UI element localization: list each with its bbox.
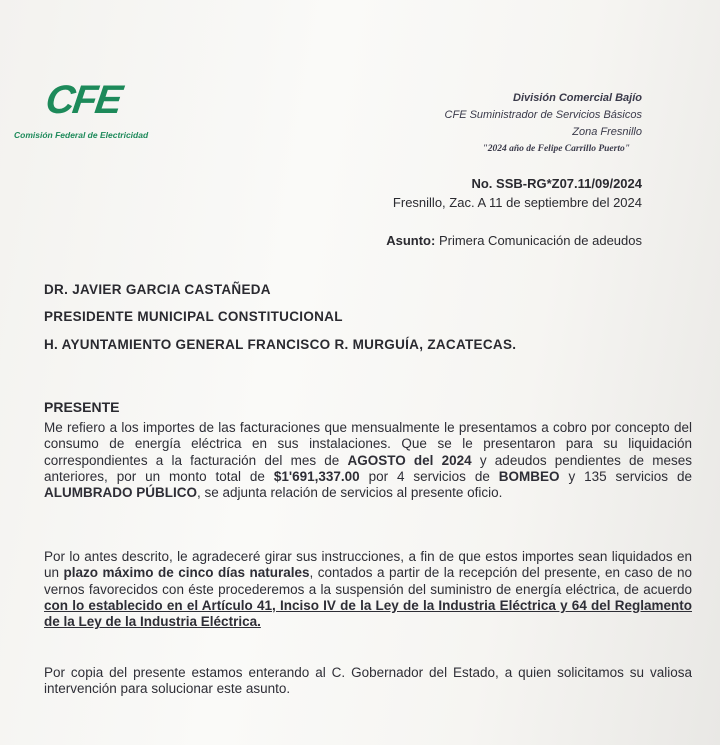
suministrador-line: CFE Suministrador de Servicios Básicos — [444, 109, 642, 121]
place-date: Fresnillo, Zac. A 11 de septiembre del 2024 — [392, 195, 642, 210]
addressee-org: H. AYUNTAMIENTO GENERAL FRANCISCO R. MURGUÍA, ZACATECAS. — [44, 337, 517, 352]
paragraph-2: Por lo antes descrito, le agradeceré girar sus instrucciones, a fin de que estos importes sean liquidados en un plazo máximo de cinco días naturales, contados a partir de la recepción del presente, en caso de no vernos favorecidos con éste procederemos a la suspensión del suministro de energía eléctrica, de acuerdo con lo establecido en el Artículo 41, Inciso IV de la Ley de la Industria Eléctrica y 64 del Reglamento de la Ley de la Industria Eléctrica. — [44, 549, 692, 630]
asunto-label: Asunto: — [386, 233, 436, 248]
zona-line: Zona Fresnillo — [572, 126, 642, 138]
lema-line: "2024 año de Felipe Carrillo Puerto" — [482, 144, 630, 154]
division-line: División Comercial Bajío — [513, 92, 642, 104]
paragraph-3: Por copia del presente estamos enterando al C. Gobernador del Estado, a quien solicitamos su valiosa intervención para solucionar este asunto. — [44, 665, 692, 697]
cfe-logo-subtitle: Comisión Federal de Electricidad — [14, 130, 149, 140]
paragraph-1: Me refiero a los importes de las facturaciones que mensualmente le presentamos a cobro por concepto del consumo de energía eléctrica en sus instalaciones. Que se le presentaron para su liquidación correspondientes a la facturación del mes de AGOSTO del 2024 y adeudos pendientes de meses anteriores, por un monto total de $1'691,337.00 por 4 servicios de BOMBEO y 135 servicios de ALUMBRADO PÚBLICO, se adjunta relación de servicios al presente oficio. — [44, 420, 693, 501]
addressee-name: DR. JAVIER GARCIA CASTAÑEDA — [44, 282, 271, 297]
addressee-title: PRESIDENTE MUNICIPAL CONSTITUCIONAL — [44, 309, 343, 324]
salutation: PRESENTE — [44, 399, 120, 415]
cfe-logo-text: CFE — [42, 78, 124, 122]
asunto-text: Primera Comunicación de adeudos — [438, 233, 642, 248]
reference-number: No. SSB-RG*Z07.11/09/2024 — [471, 176, 642, 191]
asunto-line — [386, 233, 642, 248]
